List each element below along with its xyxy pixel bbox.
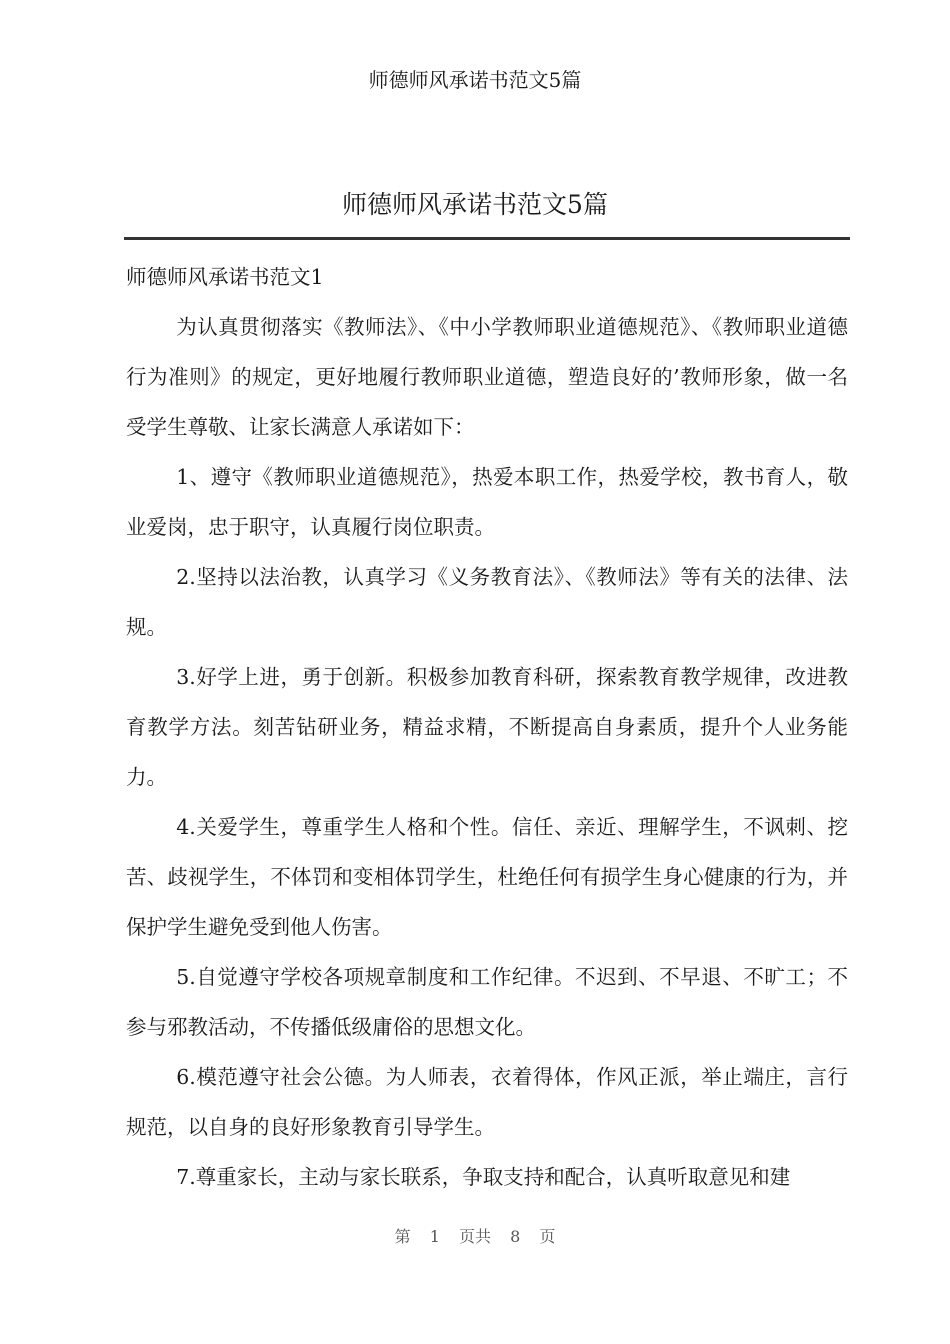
- footer-page-suffix: 页: [539, 1227, 556, 1246]
- footer-page-prefix: 第: [394, 1227, 411, 1246]
- title-divider: [124, 237, 850, 240]
- paragraph-item-6: 6.模范遵守社会公德。为人师表，衣着得体，作风正派，举止端庄，言行规范，以自身的良好形象教育引导学生。: [126, 1065, 848, 1139]
- footer-page-number: 1: [429, 1227, 440, 1246]
- paragraph-item-1: 1、遵守《教师职业道德规范》，热爱本职工作，热爱学校，教书育人，敬业爱岗，忠于职守，认真履行岗位职责。: [126, 465, 848, 539]
- page-footer: [0, 1225, 950, 1249]
- paragraph-item-2: 2.坚持以法治教，认真学习《义务教育法》、《教师法》等有关的法律、法规。: [126, 565, 848, 639]
- running-header: 师德师风承诺书范文5篇: [368, 68, 582, 92]
- footer-page-mid: 页共: [458, 1227, 491, 1246]
- paragraph-item-4: 4.关爱学生，尊重学生人格和个性。信任、亲近、理解学生，不讽刺、挖苦、歧视学生，不体罚和变相体罚学生，杜绝任何有损学生身心健康的行为，并保护学生避免受到他人伤害。: [126, 815, 848, 939]
- paragraph-item-7: 7.尊重家长，主动与家长联系，争取支持和配合，认真听取意见和建: [176, 1165, 791, 1189]
- document-title: 师德师风承诺书范文5篇: [342, 190, 608, 219]
- footer-page-total: 8: [510, 1227, 521, 1246]
- paragraph-item-5: 5.自觉遵守学校各项规章制度和工作纪律。不迟到、不早退、不旷工；不参与邪教活动，不传播低级庸俗的思想文化。: [126, 965, 848, 1039]
- document-body: [126, 252, 848, 1202]
- section-heading: 师德师风承诺书范文1: [126, 265, 324, 289]
- paragraph-item-3: 3.好学上进，勇于创新。积极参加教育科研，探索教育教学规律，改进教育教学方法。刻苦钻研业务，精益求精，不断提高自身素质，提升个人业务能力。: [126, 665, 848, 789]
- paragraph-intro: 为认真贯彻落实《教师法》、《中小学教师职业道德规范》、《教师职业道德行为准则》的规定，更好地履行教师职业道德，塑造良好的’教师形象，做一名受学生尊敬、让家长满意人承诺如下：: [126, 315, 848, 439]
